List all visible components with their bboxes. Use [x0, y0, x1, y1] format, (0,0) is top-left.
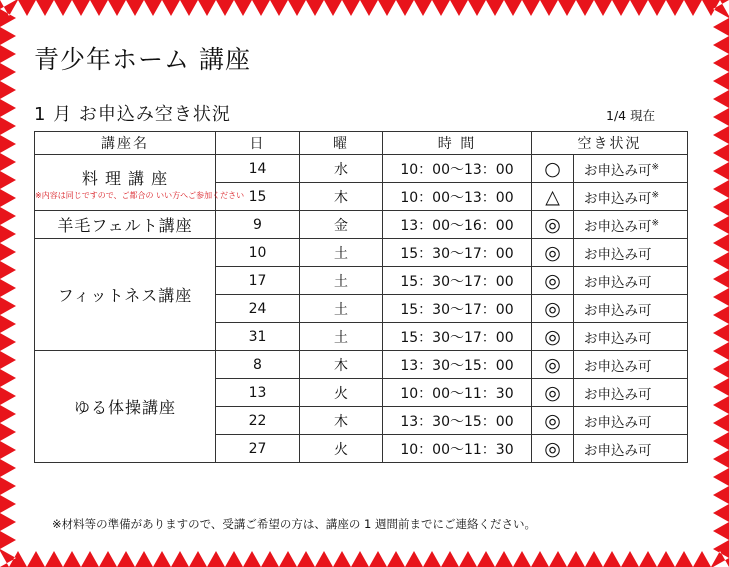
course-note: ※内容は同じですので、ご都合の いい方へご参加ください	[35, 190, 245, 200]
status-cell	[574, 295, 688, 323]
course-name: ゆる体操講座	[73, 398, 176, 417]
time-cell: 15：30～17：00	[383, 239, 532, 267]
day-cell: 8	[216, 351, 300, 379]
status-cell	[574, 267, 688, 295]
header-time: 時 間	[383, 132, 532, 155]
course-name-cell	[35, 155, 245, 211]
time-cell: 15：30～17：00	[383, 323, 532, 351]
weekday-cell: 土	[300, 267, 383, 295]
status-cell	[574, 323, 688, 351]
course-name: 羊毛フェルト講座	[57, 216, 193, 235]
weekday-cell: 木	[300, 351, 383, 379]
course-name-cell	[35, 351, 216, 463]
availability-mark: ◎	[532, 435, 574, 463]
weekday-cell: 火	[300, 435, 383, 463]
status-text: お申込み可	[584, 414, 652, 431]
weekday-cell: 土	[300, 239, 383, 267]
time-cell: 10：00～11：30	[383, 379, 532, 407]
weekday-cell: 金	[300, 211, 383, 239]
status-text: お申込み可	[584, 162, 652, 179]
footnote: ※材料等の準備がありますので、受講ご希望の方は、講座の 1 週間前までにご連絡ください。	[52, 517, 537, 531]
availability-mark: ◎	[532, 211, 574, 239]
time-cell: 13：30～15：00	[383, 407, 532, 435]
day-cell: 27	[216, 435, 300, 463]
weekday-cell: 水	[300, 155, 383, 183]
time-cell: 10：00～13：00	[383, 155, 532, 183]
availability-mark: ◎	[532, 295, 574, 323]
table-row	[35, 155, 688, 183]
status-text: お申込み可	[584, 218, 652, 235]
day-cell: 31	[216, 323, 300, 351]
course-name: 料 理 講 座	[81, 168, 169, 188]
table-row	[35, 351, 688, 379]
status-cell	[574, 239, 688, 267]
status-text: お申込み可	[584, 330, 652, 347]
schedule-table	[34, 131, 688, 463]
status-cell	[574, 435, 688, 463]
day-cell: 9	[216, 211, 300, 239]
weekday-cell: 木	[300, 183, 383, 211]
day-cell: 22	[216, 407, 300, 435]
course-name: フィットネス講座	[57, 286, 193, 305]
status-note-mark: ※	[651, 190, 660, 200]
status-text: お申込み可	[584, 246, 652, 263]
time-cell: 10：00～11：30	[383, 435, 532, 463]
day-cell: 24	[216, 295, 300, 323]
weekday-cell: 火	[300, 379, 383, 407]
weekday-cell: 木	[300, 407, 383, 435]
header-weekday: 曜	[300, 132, 383, 155]
course-name-cell	[35, 211, 216, 239]
status-text: お申込み可	[584, 386, 652, 403]
availability-mark: ◎	[532, 379, 574, 407]
availability-mark: ◎	[532, 239, 574, 267]
status-text: お申込み可	[584, 274, 652, 291]
header-course: 講座名	[35, 132, 216, 155]
day-cell: 10	[216, 239, 300, 267]
table-row	[35, 239, 688, 267]
availability-mark: ◎	[532, 267, 574, 295]
page-title: 青少年ホーム 講座	[34, 45, 251, 74]
availability-mark: ○	[532, 155, 574, 183]
status-cell	[574, 211, 688, 239]
status-note-mark: ※	[651, 218, 660, 228]
header-row	[35, 132, 688, 155]
day-cell: 14	[216, 155, 300, 183]
day-cell: 17	[216, 267, 300, 295]
day-cell: 15	[216, 183, 300, 211]
status-cell	[574, 379, 688, 407]
time-cell: 15：30～17：00	[383, 295, 532, 323]
table-row	[35, 211, 688, 239]
weekday-cell: 土	[300, 323, 383, 351]
availability-mark: △	[532, 183, 574, 211]
availability-mark: ◎	[532, 323, 574, 351]
time-cell: 13：30～15：00	[383, 351, 532, 379]
as-of-date: 1/4 現在	[606, 108, 656, 123]
page-subtitle: 1 月 お申込み空き状況	[34, 104, 231, 125]
availability-mark: ◎	[532, 407, 574, 435]
course-name-cell	[35, 239, 216, 351]
status-cell	[574, 183, 688, 211]
availability-mark: ◎	[532, 351, 574, 379]
header-day: 日	[216, 132, 300, 155]
time-cell: 10：00～13：00	[383, 183, 532, 211]
status-text: お申込み可	[584, 190, 652, 207]
status-text: お申込み可	[584, 302, 652, 319]
status-text: お申込み可	[584, 358, 652, 375]
status-cell	[574, 407, 688, 435]
status-cell	[574, 155, 688, 183]
time-cell: 13：00～16：00	[383, 211, 532, 239]
day-cell: 13	[216, 379, 300, 407]
status-note-mark: ※	[651, 162, 660, 172]
status-cell	[574, 351, 688, 379]
header-availability: 空き状況	[532, 132, 688, 155]
status-text: お申込み可	[584, 442, 652, 459]
weekday-cell: 土	[300, 295, 383, 323]
time-cell: 15：30～17：00	[383, 267, 532, 295]
